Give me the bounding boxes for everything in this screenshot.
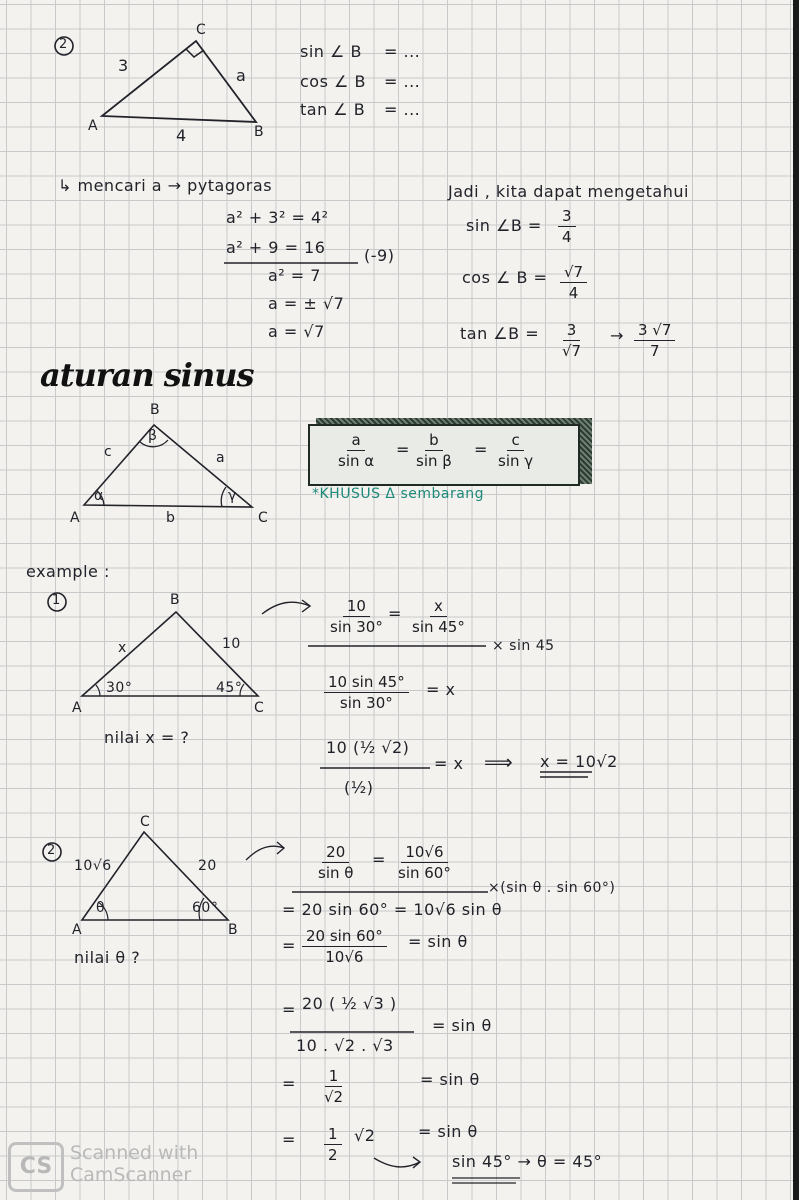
ex2-step3-fraction: [302, 926, 387, 967]
sine-side-c: c: [104, 444, 113, 460]
example-label: example :: [26, 562, 110, 581]
ex2-step1-d2: sin 60°: [398, 864, 451, 882]
sine-angle-beta: β: [148, 428, 158, 444]
tan-num2: 3 √7: [634, 320, 675, 341]
tri-vertex-b: B: [254, 124, 265, 140]
ex2-step1-n2: 10√6: [401, 842, 447, 863]
formula-a: [334, 430, 378, 471]
sine-vertex-a: A: [70, 510, 81, 526]
formula-a-den: sin α: [338, 452, 375, 470]
formula-c: [494, 430, 537, 471]
ex1-step1-eq: =: [388, 604, 402, 623]
tan-num: 3: [563, 320, 581, 341]
ex2-step6-den: 2: [328, 1146, 338, 1164]
question-cos: cos ∠ B: [300, 72, 366, 91]
sine-angle-alpha: α: [94, 488, 104, 504]
ex1-step2-num: 10 sin 45°: [324, 672, 409, 693]
tan-fraction: [558, 320, 585, 361]
ex1-step2-fraction: [324, 672, 409, 713]
sin-num: 3: [558, 206, 576, 227]
ex1-vertex-b: B: [170, 592, 181, 608]
blank-2: = ...: [384, 72, 421, 91]
sin-den: 4: [562, 228, 572, 246]
ex2-step3-num: 20 sin 60°: [302, 926, 387, 947]
step-a-result: a = √7: [268, 322, 325, 341]
ex2-step6-rhs: = sin θ: [418, 1122, 478, 1141]
formula-c-den: sin γ: [498, 452, 534, 470]
cos-label: cos ∠ B =: [462, 268, 548, 287]
tri-side-4: 4: [176, 126, 187, 145]
ex2-step6-root: √2: [354, 1126, 376, 1145]
right-angle-mark: [186, 49, 204, 57]
conclusion-label: Jadi , kita dapat mengetahui: [448, 182, 689, 201]
ex2-step5-den: √2: [324, 1088, 344, 1106]
ex1-side-10: 10: [222, 636, 241, 652]
camscanner-logo: CS: [8, 1142, 64, 1192]
cos-fraction: [560, 262, 587, 303]
ex1-side-x: x: [118, 640, 127, 656]
cos-num: √7: [560, 262, 587, 283]
ex1-vertex-a: A: [72, 700, 83, 716]
ex2-step6-eq: =: [282, 1130, 296, 1149]
ex1-step1-d1: sin 30°: [330, 618, 383, 636]
ex2-step5-rhs: = sin θ: [420, 1070, 480, 1089]
ex2-step6-fraction: [324, 1124, 342, 1165]
ex1-number: 1: [52, 593, 61, 608]
ex1-angle-a: [96, 685, 100, 696]
ex2-step3-den: 10√6: [325, 948, 364, 966]
ex1-step1-n2: x: [430, 596, 447, 617]
ex1-step3-rhs: = x: [434, 754, 464, 773]
formula-b-den: sin β: [416, 452, 452, 470]
ex2-step4-eq: =: [282, 1000, 296, 1019]
camscanner-text: [70, 1142, 198, 1186]
ex1-step3-den: (½): [344, 778, 374, 797]
ex2-vertex-c: C: [140, 814, 151, 830]
ex1-question: nilai x = ?: [104, 728, 190, 747]
section-title: aturan sinus: [40, 356, 254, 394]
ex2-step4-num: 20 ( ½ √3 ): [302, 994, 397, 1013]
gamma-arc: [221, 487, 226, 507]
ex2-step1-d1: sin θ: [318, 864, 354, 882]
ex2-step3-rhs: = sin θ: [408, 932, 468, 951]
tan-den: √7: [562, 342, 582, 360]
ex2-step4-den: 10 . √2 . √3: [296, 1036, 394, 1055]
tan-label: tan ∠B =: [460, 324, 540, 343]
ex2-step4-rhs: = sin θ: [432, 1016, 492, 1035]
tri-vertex-a: A: [88, 118, 99, 134]
sine-side-a: a: [216, 450, 226, 466]
ex2-angle-60: 60°: [192, 900, 219, 916]
tri-vertex-c: C: [196, 22, 207, 38]
find-a-label: ↳ mencari a → pytagoras: [58, 176, 273, 195]
question-tan: tan ∠ B: [300, 100, 366, 119]
formula-b-num: b: [425, 430, 443, 451]
sine-triangle: [84, 425, 252, 507]
ex2-step3-eq: =: [282, 936, 296, 955]
watermark-line-1: Scanned with: [70, 1142, 199, 1164]
cos-den: 4: [568, 284, 579, 302]
ex1-step2-rhs: = x: [426, 680, 456, 699]
tan-fraction-rational: [634, 320, 675, 361]
tri-side-3: 3: [118, 56, 129, 75]
ex2-step1-left: [314, 842, 357, 883]
step-substitute: a² + 9 = 16: [226, 238, 326, 257]
ex2-vertex-a: A: [72, 922, 83, 938]
formula-eq-2: =: [474, 440, 488, 459]
ex2-step1-eq: =: [372, 850, 386, 869]
ex1-step3-num: 10 (½ √2): [326, 738, 410, 757]
step-plus-minus: a = ± √7: [268, 294, 345, 313]
ex1-step1-n1: 10: [343, 596, 370, 617]
formula-b: [412, 430, 456, 471]
ex2-step6-num: 1: [324, 1124, 342, 1145]
ex2-step5-eq: =: [282, 1074, 296, 1093]
ex2-step5-num: 1: [325, 1066, 343, 1087]
ex2-number: 2: [47, 843, 56, 858]
problem1-number: 2: [59, 37, 68, 52]
ex2-arrowhead: [277, 842, 284, 854]
ex1-step1-left: [326, 596, 387, 637]
ex1-vertex-c: C: [254, 700, 265, 716]
formula-eq-1: =: [396, 440, 410, 459]
ex2-multiply: ×(sin θ . sin 60°): [488, 880, 616, 896]
tri-side-a: a: [236, 66, 247, 85]
ex1-double-arrow: ⟹: [484, 750, 514, 774]
ex1-step1-d2: sin 45°: [412, 618, 465, 636]
ex2-step1-right: [394, 842, 455, 883]
right-triangle: [102, 41, 256, 122]
ex2-step2: = 20 sin 60° = 10√6 sin θ: [282, 900, 502, 919]
ex2-question: nilai θ ?: [74, 948, 141, 967]
step-minus9: (-9): [364, 246, 395, 265]
blank-3: = ...: [384, 100, 421, 119]
step-pythagoras: a² + 3² = 4²: [226, 208, 329, 227]
sine-angle-gamma: γ: [228, 488, 237, 504]
ex1-step1-right: [408, 596, 469, 637]
blank-1: = ...: [384, 42, 421, 61]
watermark-line-2: CamScanner: [70, 1164, 192, 1186]
ex2-final: sin 45° → θ = 45°: [452, 1152, 603, 1171]
sine-side-b: b: [166, 510, 176, 526]
sine-vertex-b: B: [150, 402, 161, 418]
final-arrowhead: [413, 1157, 420, 1168]
ex1-angle-30: 30°: [106, 680, 133, 696]
ex1-multiply: × sin 45: [492, 638, 555, 654]
ex1-step2-den: sin 30°: [339, 694, 393, 712]
step-a-squared: a² = 7: [268, 266, 321, 285]
ex2-side-left: 10√6: [74, 858, 112, 874]
ex2-side-right: 20: [198, 858, 217, 874]
formula-note: *KHUSUS Δ sembarang: [312, 486, 485, 502]
final-arrow: [374, 1158, 420, 1167]
ex1-angle-45: 45°: [216, 680, 243, 696]
ex2-angle-theta: θ: [96, 900, 106, 916]
ex2-step5-fraction: [320, 1066, 347, 1107]
tan-arrow: →: [610, 326, 624, 345]
ex2-vertex-b: B: [228, 922, 239, 938]
formula-a-num: a: [347, 430, 364, 451]
sin-fraction: [558, 206, 576, 247]
sin-label: sin ∠B =: [466, 216, 542, 235]
formula-c-num: c: [507, 430, 523, 451]
sine-vertex-c: C: [258, 510, 269, 526]
ex1-result: x = 10√2: [540, 752, 618, 771]
ex2-step1-n1: 20: [322, 842, 349, 863]
question-sin: sin ∠ B: [300, 42, 362, 61]
tan-den2: 7: [649, 342, 660, 360]
